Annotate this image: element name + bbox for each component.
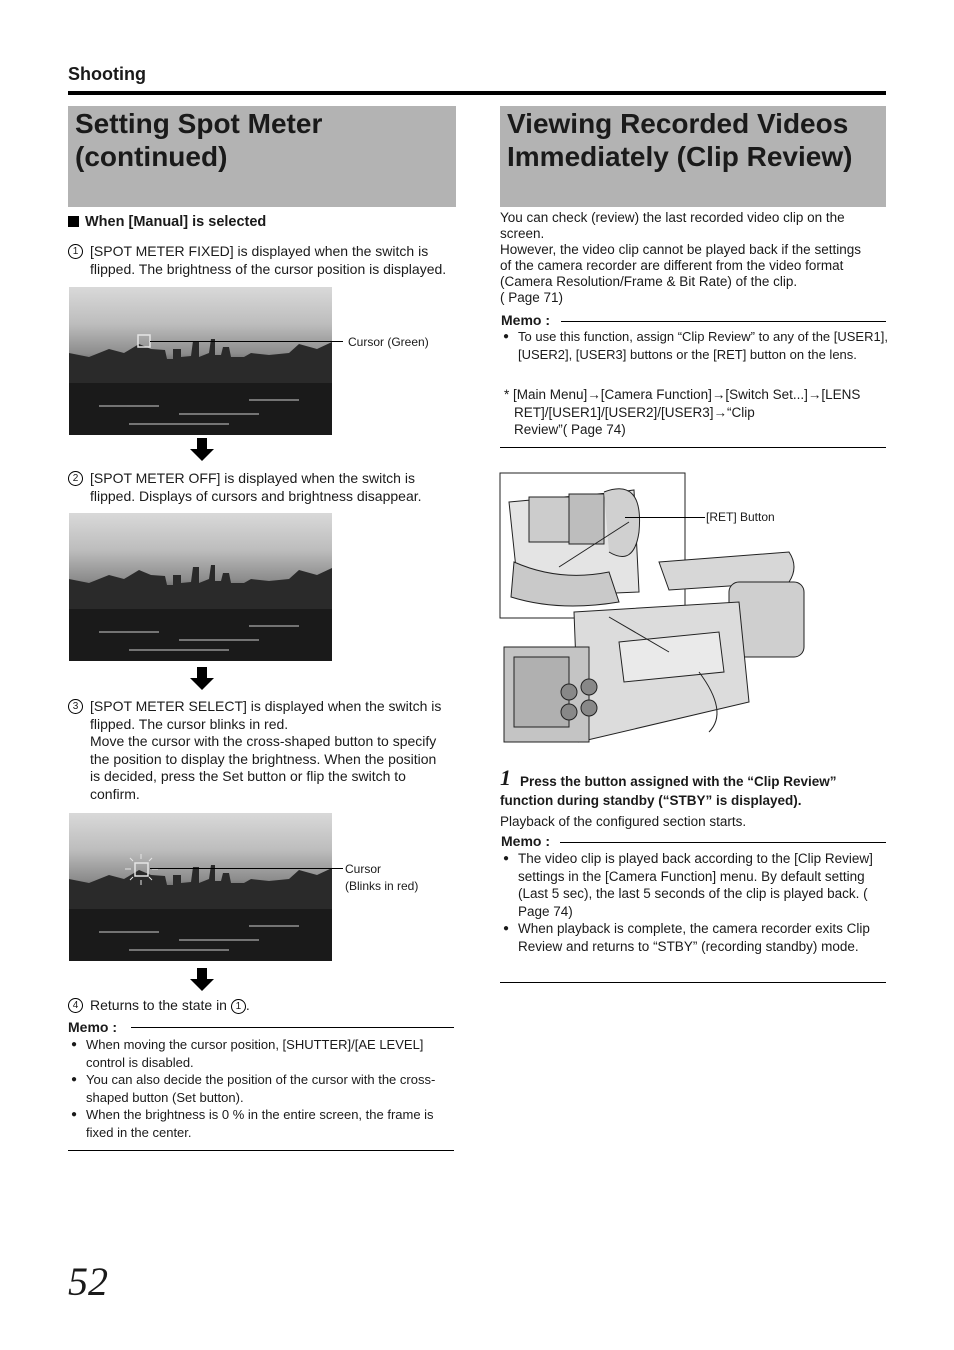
menu-path-line: RET]/[USER1]/[USER2]/[USER3]→“Clip xyxy=(514,404,755,420)
down-arrow-icon xyxy=(190,667,214,691)
subheading xyxy=(68,214,266,230)
step-number: 4 xyxy=(68,998,83,1013)
callout-line xyxy=(150,868,343,869)
step-line: [SPOT METER FIXED] is displayed when the switch is xyxy=(90,243,429,259)
intro-line: ( Page 71) xyxy=(500,290,564,305)
left-memo-label: Memo : xyxy=(68,1019,117,1035)
menu-path-line: Review”( Page 74) xyxy=(514,422,626,437)
memo-rule xyxy=(561,321,886,322)
left-title xyxy=(68,106,456,207)
step-4 xyxy=(68,997,458,1015)
right-memo1-list xyxy=(500,328,888,363)
memo-rule xyxy=(131,1027,454,1028)
left-title-line1: Setting Spot Meter xyxy=(75,108,323,139)
callout-cursor-green: Cursor (Green) xyxy=(348,335,429,349)
down-arrow-icon xyxy=(190,438,214,462)
step1-result: Playback of the configured section starts. xyxy=(500,814,747,829)
right-end-rule xyxy=(500,982,886,983)
memo-item: ● You can also decide the position of the cursor with the cross-shaped button (Set button). xyxy=(68,1071,458,1106)
step-line: Move the cursor with the cross-shaped button to specify xyxy=(90,733,437,749)
menu-path-line: * [Main Menu]→[Camera Function]→[Switch Set...]→[LENS xyxy=(504,387,861,402)
intro-line: (Camera Resolution/Frame & Bit Rate) of the clip. xyxy=(500,274,798,289)
intro-line: However, the video clip cannot be played back if the settings xyxy=(500,242,861,257)
step-number: 2 xyxy=(68,471,83,486)
step-text xyxy=(90,243,446,278)
memo-item: ● The video clip is played back according to the [Clip Review] settings in the [Camera Function] menu. By default setting (Last 5 sec), the last 5 seconds of the clip is played back. ( Page 74) xyxy=(500,850,888,920)
step-line: . xyxy=(245,997,250,1013)
right-rule xyxy=(500,447,886,448)
intro-line: screen. xyxy=(500,226,545,241)
step-number: 1 xyxy=(68,244,83,259)
step-line: flipped. The brightness of the cursor position is displayed. xyxy=(90,260,447,277)
right-title xyxy=(500,106,886,207)
skyline-image xyxy=(69,513,332,661)
step-line: [SPOT METER OFF] is displayed when the switch is xyxy=(90,470,415,486)
step-3 xyxy=(68,698,458,806)
step-text xyxy=(90,997,250,1015)
memo-item: ● When the brightness is 0 % in the entire screen, the frame is fixed in the center. xyxy=(68,1106,458,1141)
step-1 xyxy=(68,243,458,279)
city-photo-select xyxy=(69,813,332,961)
step-line: flipped. The cursor blinks in red. xyxy=(90,715,289,732)
right-title-line2: Immediately (Clip Review) xyxy=(507,141,853,172)
step1-line1: Press the button assigned with the “Clip Review” xyxy=(520,774,837,789)
skyline-image xyxy=(69,813,332,961)
city-photo-fixed xyxy=(69,287,332,435)
skyline-image xyxy=(69,287,332,435)
step-2 xyxy=(68,470,458,506)
square-bullet-icon xyxy=(68,216,79,227)
left-end-rule xyxy=(68,1150,454,1151)
step1-number: 1 xyxy=(500,765,511,790)
step-number: 3 xyxy=(68,699,83,714)
step-text xyxy=(90,698,441,803)
step-line: the position to display the brightness. When the position xyxy=(90,750,437,767)
down-arrow-icon xyxy=(190,968,214,992)
ret-button-label: [RET] Button xyxy=(706,510,775,524)
right-memo1-label: Memo : xyxy=(501,312,550,328)
callout-line1: Cursor xyxy=(345,862,382,876)
step-ref-number: 1 xyxy=(231,999,246,1014)
step-line: is decided, press the Set button or flip the switch to xyxy=(90,768,406,784)
right-title-line1: Viewing Recorded Videos xyxy=(507,108,849,139)
left-title-line2: (continued) xyxy=(75,141,228,172)
city-photo-off xyxy=(69,513,332,661)
step-line: Returns to the state in xyxy=(90,997,231,1013)
step-line: flipped. Displays of cursors and brightness disappear. xyxy=(90,487,422,504)
step-line: confirm. xyxy=(90,785,140,802)
memo-rule xyxy=(560,842,886,843)
step-line: [SPOT METER SELECT] is displayed when the switch is xyxy=(90,698,442,714)
callout-line xyxy=(625,517,705,518)
step1-line2: function during standby (“STBY” is displayed). xyxy=(500,793,802,808)
right-memo2-list xyxy=(500,850,888,955)
intro-line: You can check (review) the last recorded video clip on the xyxy=(500,210,845,225)
page-number: 52 xyxy=(68,1259,108,1304)
step-text xyxy=(90,470,422,505)
header-rule xyxy=(68,91,886,95)
section-label: Shooting xyxy=(68,64,146,84)
callout-cursor-blink xyxy=(345,861,418,895)
right-memo2-label: Memo : xyxy=(501,833,550,849)
memo-item: ● To use this function, assign “Clip Review” to any of the [USER1], [USER2], [USER3] buttons or the [RET] button on the lens. xyxy=(500,328,888,363)
callout-line2: (Blinks in red) xyxy=(345,879,419,893)
intro-paragraph xyxy=(500,210,888,306)
subheading-text: When [Manual] is selected xyxy=(85,214,267,230)
memo-item: ● When moving the cursor position, [SHUTTER]/[AE LEVEL] control is disabled. xyxy=(68,1036,458,1071)
menu-path xyxy=(504,386,888,439)
memo-item: ● When playback is complete, the camera recorder exits Clip Review and returns to “STBY” (recording standby) mode. xyxy=(500,920,888,955)
left-memo-list xyxy=(68,1036,458,1141)
intro-line: of the camera recorder are different from the video format xyxy=(500,258,844,273)
callout-line xyxy=(150,341,343,342)
